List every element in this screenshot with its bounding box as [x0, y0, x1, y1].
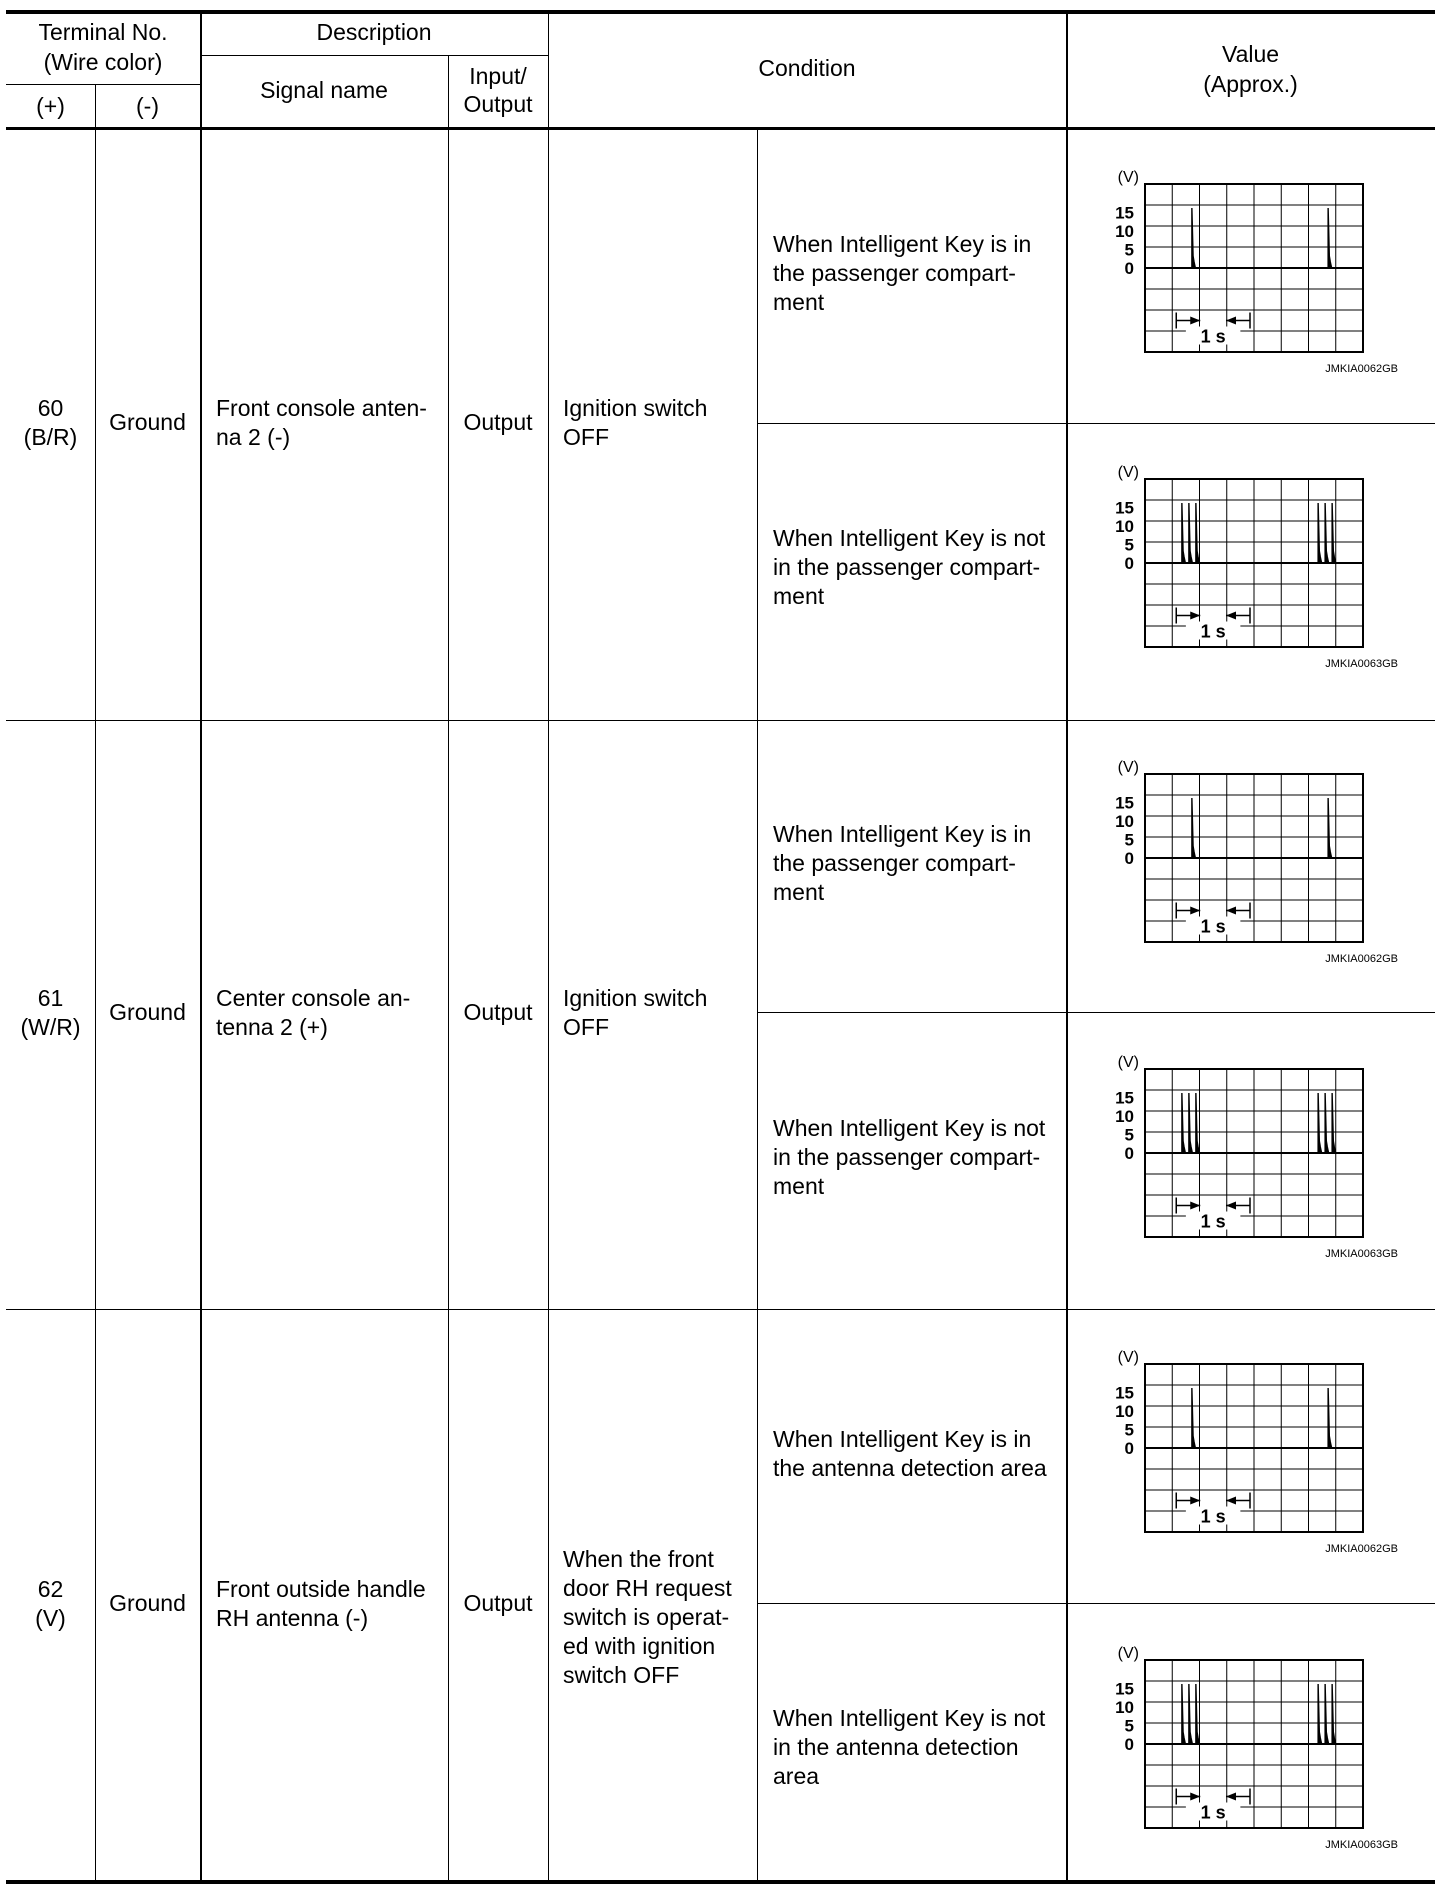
sub-condition-text: ment	[773, 879, 825, 905]
time-marker-arrow	[1226, 907, 1236, 915]
sub-condition-text: When Intelligent Key is in	[773, 821, 1032, 847]
time-marker-arrow	[1226, 1793, 1236, 1801]
signal-pulse	[1332, 503, 1336, 563]
time-marker-arrow	[1226, 1202, 1236, 1210]
signal-pulse	[1196, 1093, 1200, 1153]
y-tick-label: 10	[1115, 222, 1134, 242]
y-tick-label: 10	[1115, 1107, 1134, 1127]
time-marker-arrow	[1190, 1497, 1200, 1505]
time-scale-label: 1 s	[1200, 916, 1226, 937]
io-direction: Output	[463, 1590, 533, 1616]
signal-pulse	[1192, 798, 1196, 858]
y-tick-label: 0	[1124, 1439, 1134, 1458]
signal-pulse	[1196, 1684, 1200, 1744]
time-marker-arrow	[1190, 317, 1200, 325]
header-description: Description	[316, 19, 432, 45]
signal-pulse	[1318, 1684, 1322, 1744]
y-tick-label: 5	[1124, 1716, 1134, 1736]
y-tick-label: 10	[1115, 517, 1134, 537]
condition-text: OFF	[563, 424, 609, 450]
y-tick-label: 0	[1124, 1144, 1134, 1163]
sub-condition-text: in the passenger compart-	[773, 554, 1041, 580]
header-rule	[6, 127, 1435, 130]
figure-code: JMKIA0063GB	[1325, 1839, 1398, 1851]
wire-color: (V)	[35, 1605, 66, 1631]
sub-condition-text: ment	[773, 289, 825, 315]
time-scale-label: 1 s	[1200, 1802, 1226, 1823]
sub-condition-text: When Intelligent Key is in	[773, 1426, 1032, 1452]
minus-terminal: Ground	[109, 999, 186, 1025]
condition-text: switch is operat-	[563, 1604, 730, 1630]
signal-pulse	[1182, 1093, 1186, 1153]
signal-pulse	[1332, 1093, 1336, 1153]
sub-condition-text: the passenger compart-	[773, 260, 1016, 286]
column-rule	[548, 14, 549, 1881]
y-tick-label: 15	[1115, 793, 1134, 813]
minus-terminal: Ground	[109, 1590, 186, 1616]
signal-name: RH antenna (-)	[216, 1605, 369, 1631]
minus-terminal: Ground	[109, 409, 186, 435]
time-scale-label: 1 s	[1200, 326, 1226, 347]
y-tick-label: 15	[1115, 1679, 1134, 1699]
waveform-plot	[1090, 1349, 1400, 1555]
waveform-plot	[1090, 169, 1400, 375]
waveform-plot	[1090, 1054, 1400, 1260]
wire-color: (B/R)	[23, 424, 78, 450]
y-tick-label: 0	[1124, 1735, 1134, 1754]
y-unit-label: (V)	[1117, 759, 1139, 776]
sub-condition-text: ment	[773, 583, 825, 609]
condition-text: When the front	[563, 1546, 714, 1572]
time-marker-arrow	[1226, 1497, 1236, 1505]
signal-pulse	[1332, 1684, 1336, 1744]
waveform-plot	[1090, 464, 1400, 670]
y-tick-label: 5	[1124, 535, 1134, 555]
header-minus: (-)	[136, 93, 159, 119]
waveform-plot	[1090, 1645, 1400, 1851]
condition-text: Ignition switch	[563, 395, 708, 421]
y-tick-label: 5	[1124, 1125, 1134, 1145]
subrow-divider	[757, 1603, 1435, 1604]
waveform-plot	[1090, 759, 1400, 965]
y-tick-label: 15	[1115, 498, 1134, 518]
sub-condition-text: area	[773, 1763, 820, 1789]
row-divider	[6, 1309, 1435, 1310]
y-tick-label: 0	[1124, 554, 1134, 573]
sub-condition-text: When Intelligent Key is not	[773, 1115, 1046, 1141]
header-wire-color: (Wire color)	[43, 49, 163, 75]
header-approx: (Approx.)	[1203, 71, 1298, 97]
y-tick-label: 5	[1124, 1420, 1134, 1440]
signal-name: tenna 2 (+)	[216, 1014, 328, 1040]
time-marker-arrow	[1190, 1202, 1200, 1210]
column-rule	[200, 14, 202, 1881]
signal-pulse	[1189, 1093, 1193, 1153]
signal-pulse	[1325, 1684, 1329, 1744]
signal-pulse	[1192, 208, 1196, 268]
figure-code: JMKIA0062GB	[1325, 363, 1398, 375]
sub-condition-text: When Intelligent Key is in	[773, 231, 1032, 257]
waveform-figure	[1090, 1645, 1400, 1851]
condition-text: OFF	[563, 1014, 609, 1040]
header-input-output: Input/	[469, 63, 527, 89]
header-value: Value	[1221, 41, 1280, 67]
signal-pulse	[1328, 208, 1332, 268]
y-tick-label: 10	[1115, 812, 1134, 832]
time-scale-label: 1 s	[1200, 1211, 1226, 1232]
signal-pulse	[1196, 503, 1200, 563]
y-unit-label: (V)	[1117, 169, 1139, 186]
time-marker-arrow	[1226, 317, 1236, 325]
y-tick-label: 15	[1115, 1383, 1134, 1403]
waveform-figure	[1090, 759, 1400, 965]
time-marker-arrow	[1190, 1793, 1200, 1801]
signal-pulse	[1328, 1388, 1332, 1448]
time-scale-label: 1 s	[1200, 1506, 1226, 1527]
header-inner-rule	[200, 55, 548, 56]
signal-pulse	[1325, 503, 1329, 563]
time-marker-arrow	[1190, 907, 1200, 915]
figure-code: JMKIA0062GB	[1325, 953, 1398, 965]
signal-pulse	[1318, 1093, 1322, 1153]
column-rule	[1066, 14, 1068, 1881]
y-unit-label: (V)	[1117, 464, 1139, 481]
header-condition: Condition	[758, 55, 856, 81]
terminal-number: 60	[37, 395, 64, 421]
waveform-figure	[1090, 169, 1400, 375]
waveform-figure	[1090, 1054, 1400, 1260]
sub-condition-text: When Intelligent Key is not	[773, 525, 1046, 551]
y-tick-label: 15	[1115, 1088, 1134, 1108]
figure-code: JMKIA0063GB	[1325, 1248, 1398, 1260]
sub-condition-text: in the passenger compart-	[773, 1144, 1041, 1170]
y-tick-label: 15	[1115, 203, 1134, 223]
table-bottom-rule	[6, 1880, 1435, 1884]
sub-condition-text: the antenna detection area	[773, 1455, 1047, 1481]
sub-condition-text: the passenger compart-	[773, 850, 1016, 876]
header-plus: (+)	[36, 93, 65, 119]
signal-name: Front console anten-	[216, 395, 427, 421]
time-marker-arrow	[1190, 612, 1200, 620]
condition-text: door RH request	[563, 1575, 732, 1601]
io-direction: Output	[463, 409, 533, 435]
waveform-figure	[1090, 464, 1400, 670]
header-inner-rule	[6, 84, 200, 85]
y-tick-label: 5	[1124, 240, 1134, 260]
y-tick-label: 0	[1124, 259, 1134, 278]
signal-pulse	[1182, 503, 1186, 563]
waveform-figure	[1090, 1349, 1400, 1555]
y-unit-label: (V)	[1117, 1349, 1139, 1366]
y-tick-label: 5	[1124, 830, 1134, 850]
table-top-rule	[6, 10, 1435, 14]
y-tick-label: 10	[1115, 1698, 1134, 1718]
signal-pulse	[1189, 1684, 1193, 1744]
sub-condition-text: ment	[773, 1173, 825, 1199]
subrow-divider	[757, 423, 1435, 424]
io-direction: Output	[463, 999, 533, 1025]
signal-pulse	[1328, 798, 1332, 858]
y-tick-label: 0	[1124, 849, 1134, 868]
y-unit-label: (V)	[1117, 1645, 1139, 1662]
y-unit-label: (V)	[1117, 1054, 1139, 1071]
figure-code: JMKIA0063GB	[1325, 658, 1398, 670]
figure-code: JMKIA0062GB	[1325, 1543, 1398, 1555]
signal-pulse	[1318, 503, 1322, 563]
terminal-number: 61	[37, 985, 64, 1011]
signal-pulse	[1189, 503, 1193, 563]
signal-name: Center console an-	[216, 985, 411, 1011]
signal-pulse	[1325, 1093, 1329, 1153]
wire-color: (W/R)	[20, 1014, 81, 1040]
subrow-divider	[757, 1012, 1435, 1013]
header-terminal-no: Terminal No.	[38, 19, 168, 45]
signal-pulse	[1192, 1388, 1196, 1448]
condition-text: switch OFF	[563, 1662, 680, 1688]
terminal-number: 62	[37, 1576, 64, 1602]
sub-condition-text: When Intelligent Key is not	[773, 1705, 1046, 1731]
column-rule	[757, 130, 758, 1881]
time-scale-label: 1 s	[1200, 621, 1226, 642]
condition-text: Ignition switch	[563, 985, 708, 1011]
signal-name: Front outside handle	[216, 1576, 426, 1602]
sub-condition-text: in the antenna detection	[773, 1734, 1019, 1760]
header-input-output: Output	[463, 91, 533, 117]
row-divider	[6, 720, 1435, 721]
y-tick-label: 10	[1115, 1402, 1134, 1422]
time-marker-arrow	[1226, 612, 1236, 620]
signal-name: na 2 (-)	[216, 424, 291, 450]
condition-text: ed with ignition	[563, 1633, 716, 1659]
signal-pulse	[1182, 1684, 1186, 1744]
header-signal-name: Signal name	[260, 77, 388, 103]
